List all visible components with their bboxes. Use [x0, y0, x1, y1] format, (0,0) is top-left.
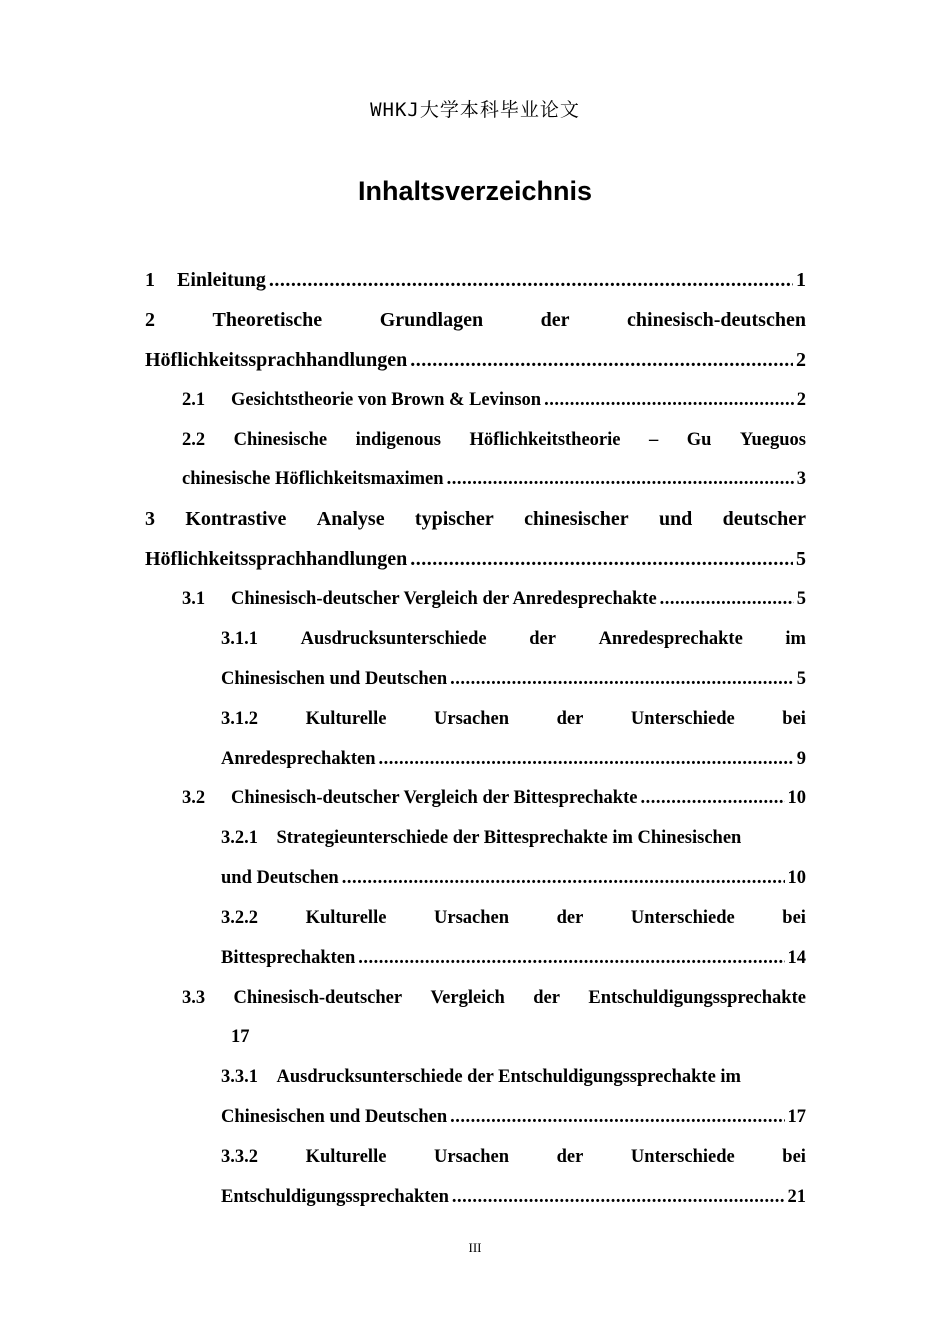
toc-entry-3-2-2-cont[interactable]: Bittesprechakten ..... 14: [221, 943, 806, 973]
dot-leader: [450, 1102, 784, 1132]
dot-leader: [269, 265, 793, 295]
page-number: 10: [787, 788, 806, 808]
dot-leader: [450, 664, 794, 694]
toc-entry-title: Einleitung: [177, 269, 266, 291]
page-number: 2: [796, 349, 806, 371]
toc-entry-3-1-2-cont[interactable]: Anredesprechakten ..... 9: [221, 744, 806, 774]
toc-entry-3-1[interactable]: 3.1 Chinesisch-deutscher Vergleich der Anredesprechakte ..... 5: [182, 584, 806, 614]
page-number: 1: [796, 269, 806, 291]
toc-entry-3-3-2[interactable]: 3.3.2 Kulturelle Ursachen der Unterschiede bei: [221, 1147, 806, 1167]
toc-entry-3-3[interactable]: 3.3 Chinesisch-deutscher Vergleich der Entschuldigungssprechakte: [182, 988, 806, 1008]
page-number: 9: [796, 749, 806, 769]
toc-entry-3-1-1-cont[interactable]: Chinesischen und Deutschen ..... 5: [221, 664, 806, 694]
page-number: 14: [787, 948, 806, 968]
page-number: 5: [796, 669, 806, 689]
toc-entry-3-2[interactable]: 3.2 Chinesisch-deutscher Vergleich der Bittesprechakte ..... 10: [182, 783, 806, 813]
dot-leader: [660, 584, 794, 614]
toc-entry-3[interactable]: 3 Kontrastive Analyse typischer chinesischer und deutscher: [145, 508, 806, 530]
dot-leader: [447, 464, 794, 494]
toc-entry-3-2-1-cont[interactable]: und Deutschen ..... 10: [221, 863, 806, 893]
dot-leader: [342, 863, 785, 893]
dot-leader: [544, 385, 794, 415]
dot-leader: [410, 345, 793, 375]
dot-leader: [410, 544, 793, 574]
dot-leader: [640, 783, 784, 813]
toc-entry-3-3-1[interactable]: 3.3.1 Ausdrucksunterschiede der Entschuldigungssprechakte im: [221, 1067, 741, 1087]
page-number: 2: [796, 390, 806, 410]
page-footer-number: III: [468, 1240, 482, 1255]
toc-entry-3-3-2-cont[interactable]: Entschuldigungssprechakten ..... 21: [221, 1182, 806, 1212]
toc-entry-3-3-1-cont[interactable]: Chinesischen und Deutschen ..... 17: [221, 1102, 806, 1132]
toc-entry-3-2-1[interactable]: 3.2.1 Strategieunterschiede der Bittesprechakte im Chinesischen: [221, 828, 742, 848]
toc-entry-2-1[interactable]: 2.1 Gesichtstheorie von Brown & Levinson ..... 2: [182, 385, 806, 415]
toc-entry-2-2[interactable]: 2.2 Chinesische indigenous Höflichkeitstheorie – Gu Yueguos: [182, 430, 806, 450]
toc-entry-2[interactable]: 2 Theoretische Grundlagen der chinesisch-deutschen: [145, 309, 806, 331]
page-number[interactable]: 17: [231, 1027, 250, 1047]
toc-entry-3-2-2[interactable]: 3.2.2 Kulturelle Ursachen der Unterschiede bei: [221, 908, 806, 928]
page-title: Inhaltsverzeichnis: [357, 176, 593, 206]
toc-entry-1[interactable]: 1 Einleitung ..... 1: [145, 265, 806, 295]
page-number: 3: [796, 469, 806, 489]
toc-entry-3-cont[interactable]: Höflichkeitssprachhandlungen ..... 5: [145, 544, 806, 574]
page-number: 5: [796, 589, 806, 609]
toc-entry-3-1-1[interactable]: 3.1.1 Ausdrucksunterschiede der Anredesprechakte im: [221, 629, 806, 649]
page-number: 10: [787, 868, 806, 888]
document-header: WHKJ大学本科毕业论文: [370, 99, 580, 121]
dot-leader: [452, 1182, 785, 1212]
page-number: 5: [796, 548, 806, 570]
toc-entry-2-cont[interactable]: Höflichkeitssprachhandlungen ..... 2: [145, 345, 806, 375]
toc-entry-2-2-cont[interactable]: chinesische Höflichkeitsmaximen ..... 3: [182, 464, 806, 494]
dot-leader: [358, 943, 784, 973]
dot-leader: [379, 744, 794, 774]
toc-entry-3-1-2[interactable]: 3.1.2 Kulturelle Ursachen der Unterschiede bei: [221, 709, 806, 729]
page-number: 21: [787, 1187, 806, 1207]
page-number: 17: [787, 1107, 806, 1127]
